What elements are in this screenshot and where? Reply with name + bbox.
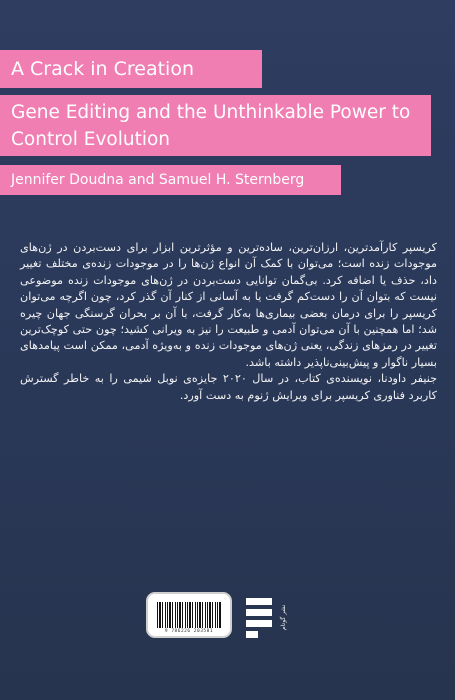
book-title: A Crack in Creation xyxy=(0,50,262,88)
barcode-number: 9 786226 203581 xyxy=(164,629,214,634)
blurb-text xyxy=(20,240,437,404)
barcode-sticker xyxy=(146,592,232,638)
book-authors: Jennifer Doudna and Samuel H. Sternberg xyxy=(0,165,341,195)
barcode-icon xyxy=(157,602,221,628)
publisher-logo-icon xyxy=(244,596,274,640)
blurb-paragraph: جنیفر داودنا، نویسنده‌ی کتاب، در سال ۲۰۲۰ جایزه‌ی نوبل شیمی را به خاطر گسترش کاربرد فناوری کریسپر برای ویرایش ژنوم به دست آورد. xyxy=(20,372,437,402)
publisher-name: نشر گوتام xyxy=(280,604,287,630)
blurb-paragraph: کریسپر کارآمدترین، ارزان‌ترین، ساده‌ترین و مؤثرترین ابزار برای دست‌بردن در ژن‌های موجودات زنده است؛ می‌توان با کمک آن انواع ژن‌ها را در موجودات زنده‌ی مختلف تغییر داد، حذف یا اضافه کرد. بی‌گمان توانایی دست‌بردن در ژن‌های موجودات زنده موضوعی نیست که بتوان آن را دست‌کم گرفت یا به آسانی از کنار آن گذر کرد، چون اگرچه می‌توان کریسپر را برای درمان بعضی بیماری‌ها به‌کار گرفت، با آن بر بحران گرسنگی جهان چیره شد؛ اما همچنین با آن می‌توان آدمی و طبیعت را نیز به ویرانی کشید؛ چون حتی کوچک‌ترین تغییر در رمزهای زندگی، یعنی ژن‌های موجودات زنده و به‌ویژه آدمی، ممکن است پیامدهای بسیار ناگوار و پیش‌بینی‌ناپذیر داشته باشد. xyxy=(20,241,437,369)
book-subtitle: Gene Editing and the Unthinkable Power to Control Evolution xyxy=(0,95,431,156)
